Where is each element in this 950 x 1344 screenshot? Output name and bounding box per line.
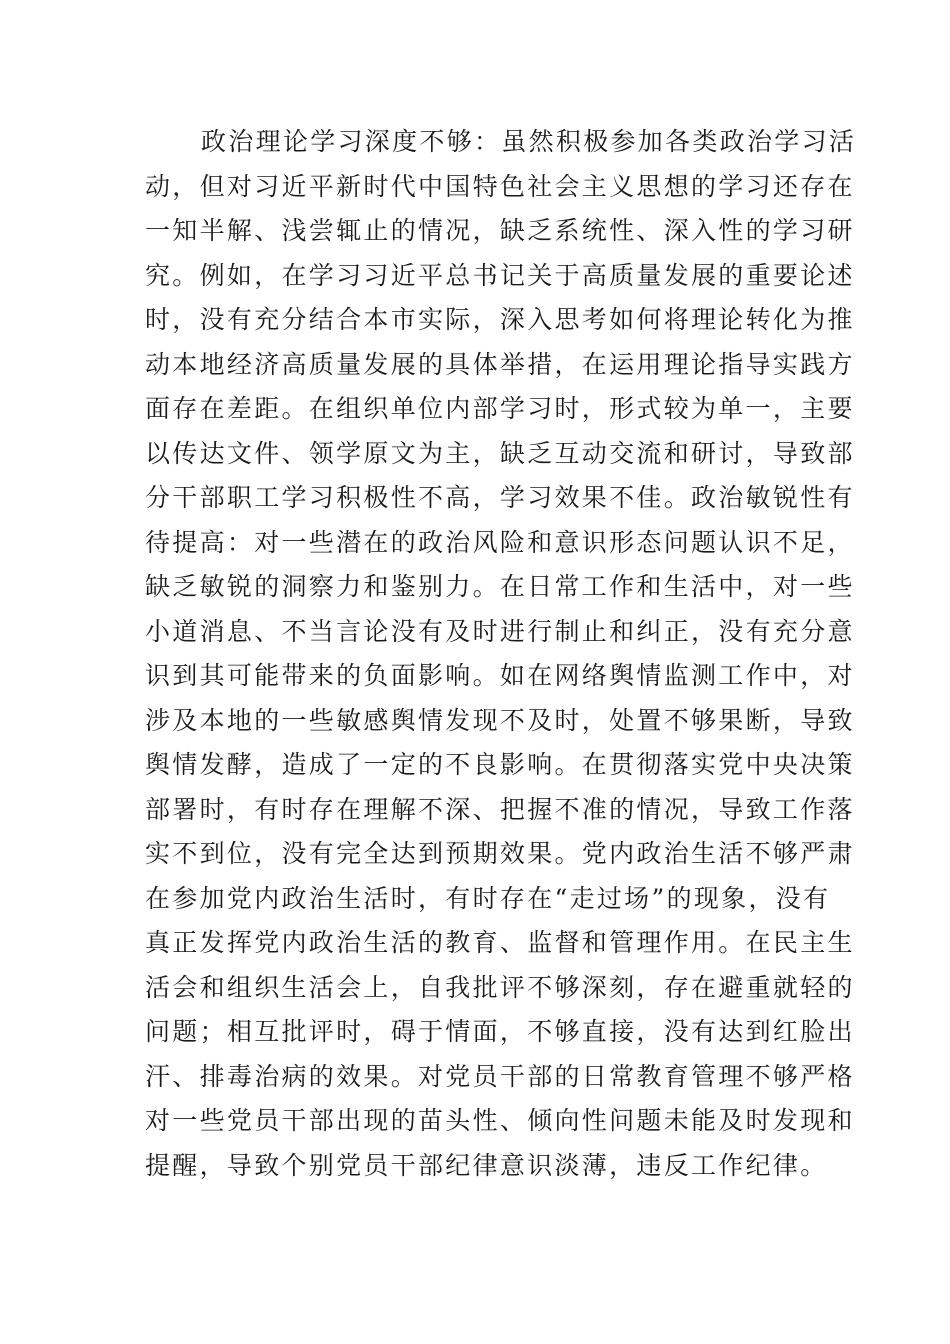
paragraph-line: 分干部职工学习积极性不高，学习效果不佳。政治敏锐性有: [145, 483, 855, 512]
paragraph-line: 汗、排毒治病的效果。对党员干部的日常教育管理不够严格: [145, 1061, 855, 1091]
paragraph-line: 识到其可能带来的负面影响。如在网络舆情监测工作中，对: [145, 661, 855, 690]
paragraph-line: 动，但对习近平新时代中国特色社会主义思想的学习还存在: [145, 171, 855, 201]
paragraph-line: 待提高：对一些潜在的政治风险和意识形态问题认识不足，: [145, 527, 855, 557]
paragraph-line: 政治理论学习深度不够：虽然积极参加各类政治学习活: [201, 127, 857, 156]
paragraph-line: 小道消息、不当言论没有及时进行制止和纠正，没有充分意: [145, 616, 855, 646]
paragraph-line: 提醒，导致个别党员干部纪律意识淡薄，违反工作纪律。: [145, 1150, 828, 1180]
body-paragraph: [145, 120, 857, 1188]
paragraph-line: 时，没有充分结合本市实际，深入思考如何将理论转化为推: [145, 305, 855, 334]
paragraph-line: 舆情发酵，造成了一定的不良影响。在贯彻落实党中央决策: [145, 750, 855, 779]
paragraph-line: 动本地经济高质量发展的具体举措，在运用理论指导实践方: [145, 349, 855, 379]
paragraph-line: 一知半解、浅尝辄止的情况，缺乏系统性、深入性的学习研: [145, 216, 855, 245]
paragraph-line: 对一些党员干部出现的苗头性、倾向性问题未能及时发现和: [145, 1106, 855, 1135]
paragraph-line: 真正发挥党内政治生活的教育、监督和管理作用。在民主生: [145, 928, 855, 957]
paragraph-line: 究。例如，在学习习近平总书记关于高质量发展的重要论述: [145, 260, 855, 290]
paragraph-line: 涉及本地的一些敏感舆情发现不及时，处置不够果断，导致: [145, 705, 855, 735]
paragraph-line: 以传达文件、领学原文为主，缺乏互动交流和研讨，导致部: [145, 438, 855, 468]
paragraph-line: 在参加党内政治生活时，有时存在“走过场”的现象，没有: [145, 883, 831, 913]
paragraph-line: 活会和组织生活会上，自我批评不够深刻，存在避重就轻的: [145, 972, 855, 1002]
paragraph-line: 部署时，有时存在理解不深、把握不准的情况，导致工作落: [145, 794, 855, 824]
paragraph-line: 缺乏敏锐的洞察力和鉴别力。在日常工作和生活中，对一些: [145, 572, 855, 601]
paragraph-line: 实不到位，没有完全达到预期效果。党内政治生活不够严肃: [145, 839, 855, 868]
paragraph-line: 面存在差距。在组织单位内部学习时，形式较为单一，主要: [145, 394, 855, 423]
paragraph-line: 问题；相互批评时，碍于情面，不够直接，没有达到红脸出: [145, 1017, 855, 1046]
